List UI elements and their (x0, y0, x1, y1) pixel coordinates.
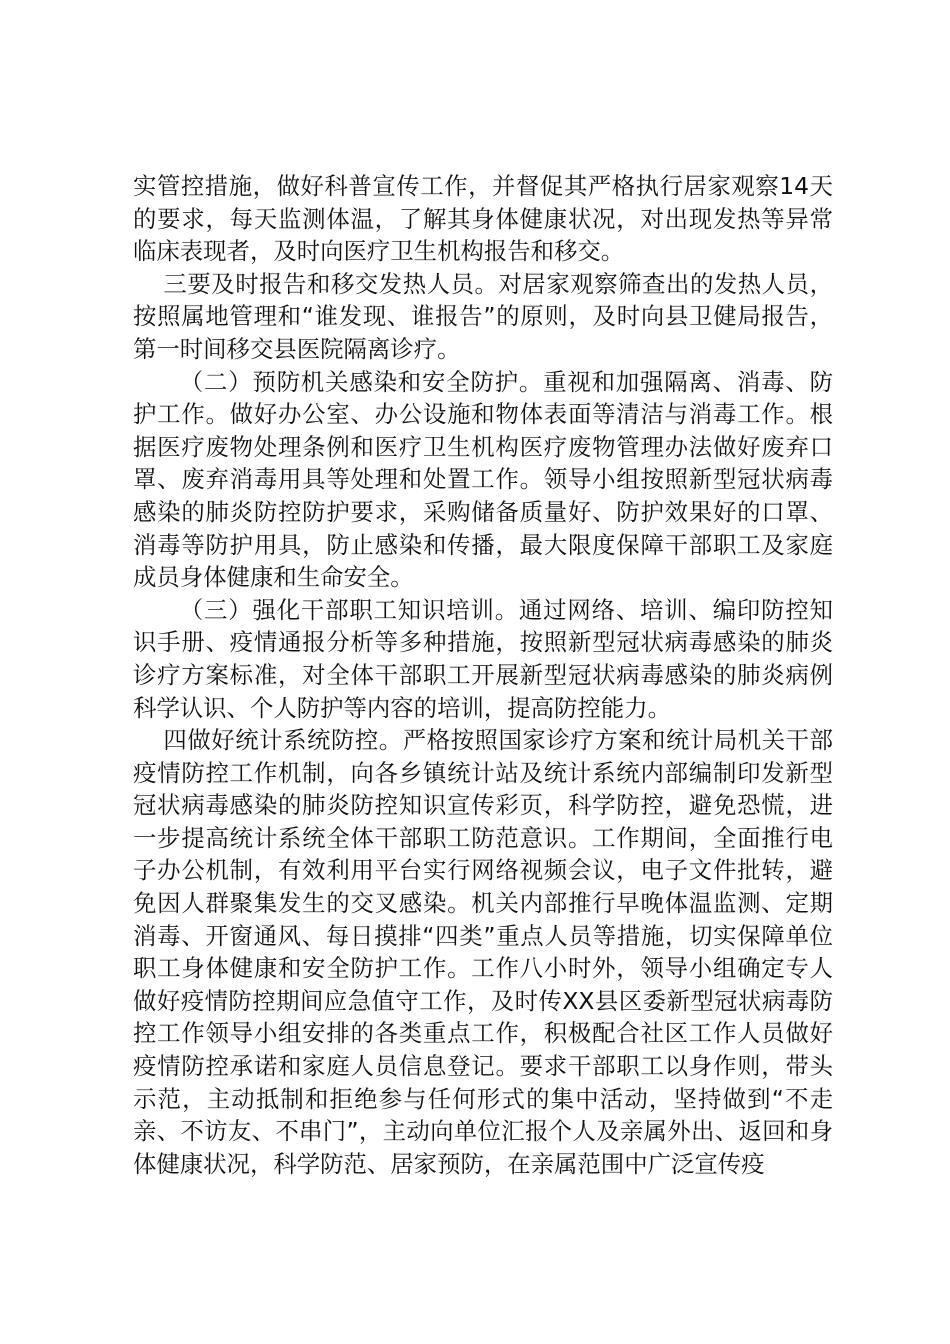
paragraph-office-protection: （二）预防机关感染和安全防护。重视和加强隔离、消毒、防护工作。做好办公室、办公设施和物体表面等清洁与消毒工作。根据医疗废物处理条例和医疗卫生机构医疗废物管理办法做好废弃口罩、废弃消毒用具等处理和处置工作。领导小组按照新型冠状病毒感染的肺炎防控防护要求，采购储备质量好、防护效果好的口罩、消毒等防护用具，防止感染和传播，最大限度保障干部职工及家庭成员身体健康和生命安全。 (133, 367, 833, 592)
body-text (133, 170, 833, 1180)
paragraph-report-fever: 三要及时报告和移交发热人员。对居家观察筛查出的发热人员，按照属地管理和“谁发现、谁报告”的原则，及时向县卫健局报告，第一时间移交县医院隔离诊疗。 (133, 269, 833, 363)
paragraph-continuation: 实管控措施，做好科普宣传工作，并督促其严格执行居家观察14天的要求，每天监测体温，了解其身体健康状况，对出现发热等异常临床表现者，及时向医疗卫生机构报告和移交。 (133, 172, 833, 266)
paragraph-staff-training: （三）强化干部职工知识培训。通过网络、培训、编印防控知识手册、疫情通报分析等多种措施，按照新型冠状病毒感染的肺炎诊疗方案标准，对全体干部职工开展新型冠状病毒感染的肺炎病例科学认识、个人防护等内容的培训，提高防控能力。 (133, 595, 833, 722)
paragraph-statistics-system: 四做好统计系统防控。严格按照国家诊疗方案和统计局机关干部疫情防控工作机制，向各乡镇统计站及统计系统内部编制印发新型冠状病毒感染的肺炎防控知识宣传彩页，科学防控，避免恐慌，进一步提高统计系统全体干部职工防范意识。工作期间，全面推行电子办公机制，有效利用平台实行网络视频会议，电子文件批转，避免因人群聚集发生的交叉感染。机关内部推行早晚体温监测、定期消毒、开窗通风、每日摸排“四类”重点人员等措施，切实保障单位职工身体健康和安全防护工作。工作八小时外，领导小组确定专人做好疫情防控期间应急值守工作，及时传XX县区委新型冠状病毒防控工作领导小组安排的各类重点工作，积极配合社区工作人员做好疫情防控承诺和家庭人员信息登记。要求干部职工以身作则，带头示范，主动抵制和拒绝参与任何形式的集中活动，坚持做到“不走亲、不访友、不串门”，主动向单位汇报个人及亲属外出、返回和身体健康状况，科学防范、居家预防，在亲属范围中广泛宣传疫 (133, 726, 833, 1178)
